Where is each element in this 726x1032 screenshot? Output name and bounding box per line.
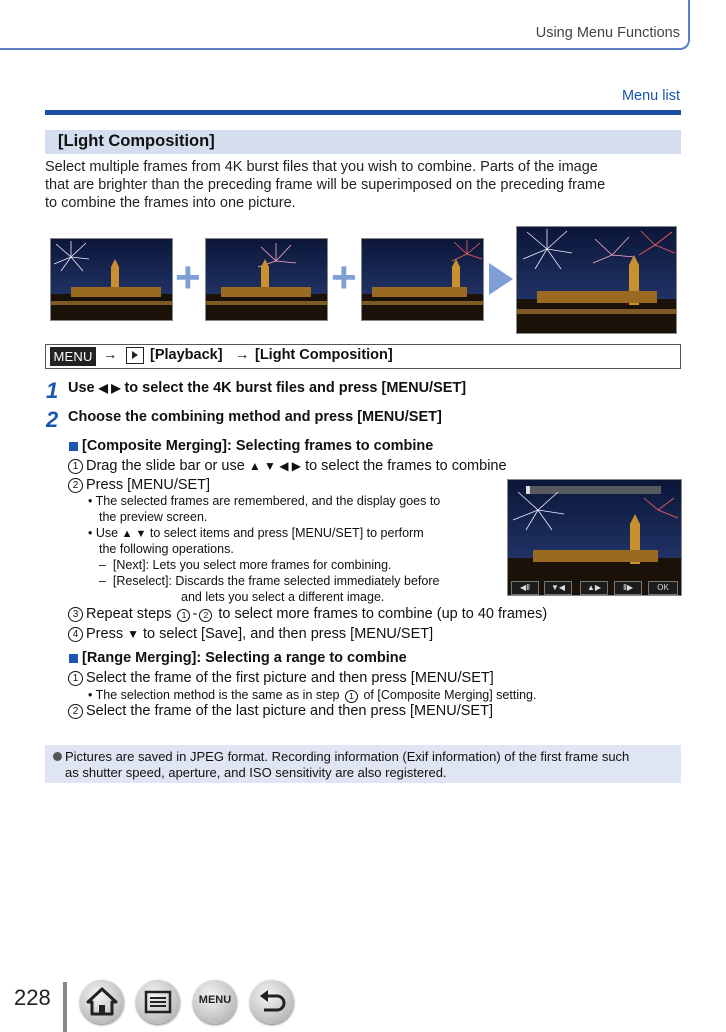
four-way-arrows-icon: ▲ ▼ ◀ ▶	[248, 459, 302, 473]
home-icon	[80, 980, 124, 1024]
range-step-1	[68, 670, 494, 686]
composite-l1-post: to select the frames to combine	[305, 458, 507, 474]
bullet-text: The selection method is the same as in step	[95, 688, 340, 702]
camera-preview-screen	[507, 479, 682, 596]
section-title: [Light Composition]	[58, 132, 215, 150]
composite-l4-pre: Press	[86, 626, 124, 642]
composite-l3-pre: Repeat steps	[86, 606, 172, 622]
intro-line: to combine the frames into one picture.	[45, 195, 296, 211]
composite-heading: [Composite Merging]: Selecting frames to combine	[82, 438, 434, 454]
composite-bullet-2a: • Use ▲ ▼ to select items and press [MENU/SET] to perform	[88, 526, 424, 540]
plus-icon: +	[331, 253, 357, 302]
bullet-text: to select items and press [MENU/SET] to perform	[149, 526, 424, 540]
circled-1-icon: 1	[177, 609, 190, 622]
bullet-text: Use	[95, 526, 119, 540]
frame-image-2	[205, 238, 328, 321]
circled-3-icon: 3	[68, 607, 83, 622]
intro-paragraph	[45, 158, 685, 212]
camera-button-next: Ⅱ▶	[614, 581, 642, 595]
composite-dash-2b: and lets you select a different image.	[181, 590, 385, 604]
list-icon	[136, 980, 180, 1024]
back-button[interactable]	[250, 980, 294, 1024]
bullet-dot-icon	[53, 752, 62, 761]
composite-l3-dash: -	[192, 606, 198, 622]
note-line: Pictures are saved in JPEG format. Recording information (Exif information) of the first frame such	[65, 749, 630, 764]
section-rule	[45, 110, 681, 115]
path-playback: [Playback]	[150, 347, 223, 363]
camera-button-up: ▲▶	[580, 581, 608, 595]
left-right-arrows-icon: ◀ ▶	[98, 381, 121, 395]
composite-bullet-1b: the preview screen.	[99, 510, 208, 524]
step-number: 2	[46, 407, 59, 432]
page-number: 228	[14, 985, 51, 1010]
ok-label: OK	[657, 583, 669, 592]
step-1-pre: Use	[68, 380, 95, 396]
playback-icon	[126, 347, 144, 364]
note-line: as shutter speed, aperture, and ISO sensitivity are also registered.	[65, 765, 447, 780]
down-arrow-icon: ▼	[127, 627, 139, 641]
bullet-text: of [Composite Merging] setting.	[363, 688, 537, 702]
step-number: 1	[46, 378, 59, 403]
footer-divider	[63, 982, 67, 1032]
camera-button-prev: ◀Ⅱ	[511, 581, 539, 595]
square-bullet-icon	[69, 654, 78, 663]
frame-image-1	[50, 238, 173, 321]
circled-1-icon: 1	[68, 459, 83, 474]
header-title: Using Menu Functions	[535, 25, 680, 41]
combined-result-image	[516, 226, 677, 334]
circled-2-icon: 2	[68, 704, 83, 719]
path-arrow: →	[103, 347, 118, 363]
plus-icon: +	[175, 253, 201, 302]
back-arrow-icon	[250, 980, 294, 1024]
composite-l4-post: to select [Save], and then press [MENU/SET]	[143, 626, 434, 642]
menu-button-label: MENU	[198, 994, 232, 1006]
camera-button-ok	[648, 581, 678, 595]
range-l1: Select the frame of the first picture and then press [MENU/SET]	[86, 670, 494, 686]
step-1-text	[68, 380, 466, 396]
range-bullet: • The selection method is the same as in step 1 of [Composite Merging] setting.	[88, 688, 537, 702]
circled-1-icon: 1	[345, 690, 358, 703]
bullet-text: The selected frames are remembered, and the display goes to	[95, 494, 441, 508]
up-down-arrows-icon: ▲ ▼	[121, 528, 147, 540]
composite-step-3	[68, 606, 547, 622]
range-step-2	[68, 703, 493, 719]
composite-step-2	[68, 477, 210, 493]
composite-bullet-2b: the following operations.	[99, 542, 234, 556]
composite-step-4	[68, 626, 433, 642]
menu-list-link[interactable]: Menu list	[621, 88, 680, 104]
camera-button-down: ▼◀	[544, 581, 572, 595]
composite-l1-pre: Drag the slide bar or use	[86, 458, 245, 474]
toc-button[interactable]	[136, 980, 180, 1024]
home-button[interactable]	[80, 980, 124, 1024]
circled-2-icon: 2	[199, 609, 212, 622]
note-text	[65, 749, 629, 781]
composite-l2: Press [MENU/SET]	[86, 477, 211, 493]
path-arrow: →	[235, 347, 250, 363]
composite-dash-2a: – [Reselect]: Discards the frame selected immediately before	[99, 574, 440, 588]
composite-l3-post: to select more frames to combine (up to 40 frames)	[218, 606, 548, 622]
dash-text: [Next]: Lets you select more frames for combining.	[112, 558, 392, 572]
menu-button[interactable]	[193, 980, 237, 1024]
dash-text: [Reselect]: Discards the frame selected immediately before	[112, 574, 440, 588]
path-item: [Light Composition]	[255, 347, 393, 363]
step-2-text: Choose the combining method and press [MENU/SET]	[68, 409, 442, 425]
composite-step-1	[68, 458, 507, 474]
circled-2-icon: 2	[68, 478, 83, 493]
step-1-post: to select the 4K burst files and press [MENU/SET]	[124, 380, 467, 396]
circled-1-icon: 1	[68, 671, 83, 686]
frame-image-3	[361, 238, 484, 321]
range-heading: [Range Merging]: Selecting a range to combine	[82, 650, 407, 666]
intro-line: that are brighter than the preceding frame will be superimposed on the preceding frame	[45, 177, 606, 193]
composite-dash-1: – [Next]: Lets you select more frames for combining.	[99, 558, 392, 572]
composite-bullet-1a: • The selected frames are remembered, and the display goes to	[88, 494, 441, 508]
menu-icon: MENU	[50, 347, 96, 366]
circled-4-icon: 4	[68, 627, 83, 642]
intro-line: Select multiple frames from 4K burst files that you wish to combine. Parts of the image	[45, 159, 598, 175]
result-arrow-icon	[489, 263, 513, 295]
square-bullet-icon	[69, 442, 78, 451]
range-l2: Select the frame of the last picture and then press [MENU/SET]	[86, 703, 493, 719]
